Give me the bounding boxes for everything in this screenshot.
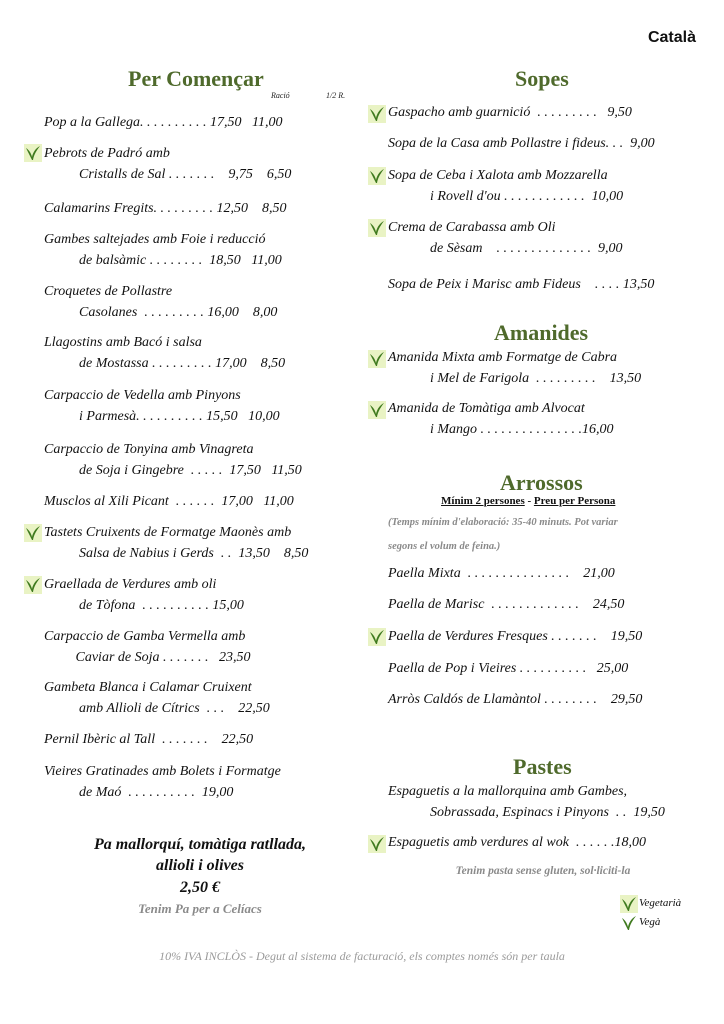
legend-vegan: Vegà — [639, 916, 661, 928]
menu-item: de Maó . . . . . . . . . . 19,00 — [44, 785, 234, 800]
language-label: Català — [647, 29, 696, 46]
veg-leaf-icon — [24, 576, 42, 594]
menu-item: Amanida de Tomàtiga amb Alvocat — [388, 401, 585, 416]
veg-leaf-icon — [368, 105, 386, 123]
veg-leaf-icon — [368, 219, 386, 237]
menu-item: amb Allioli de Cítrics . . . 22,50 — [44, 701, 270, 716]
menu-item: Sopa de la Casa amb Pollastre i fideus. . . 9,00 — [388, 136, 655, 151]
menu-item: de Tòfona . . . . . . . . . . 15,00 — [44, 598, 244, 613]
bread-celiac-note: Tenim Pa per a Celíacs — [138, 901, 262, 916]
bread-line-1: Pa mallorquí, tomàtiga ratllada, — [93, 836, 307, 853]
menu-item: i Parmesà. . . . . . . . . . 15,50 10,00 — [44, 409, 280, 424]
legend-vegetarian: Vegetarià — [639, 897, 682, 909]
menu-item: Gambes saltejades amb Foie i reducció — [44, 232, 266, 247]
menu-item: Calamarins Fregits. . . . . . . . . 12,50 8,50 — [44, 201, 287, 216]
rice-sep: - — [524, 495, 534, 507]
heading-sopes: Sopes — [515, 66, 569, 91]
veg-leaf-icon — [368, 835, 386, 853]
menu-item: Salsa de Nabius i Gerds . . 13,50 8,50 — [44, 546, 309, 561]
veg-leaf-icon — [368, 401, 386, 419]
veg-leaf-icon — [24, 144, 42, 162]
menu-item: Tastets Cruixents de Formatge Maonès amb — [44, 525, 292, 540]
heading-amanides: Amanides — [494, 320, 589, 345]
menu-item: Gambeta Blanca i Calamar Cruixent — [44, 680, 252, 695]
menu-item: Carpaccio de Gamba Vermella amb — [44, 629, 246, 644]
rice-min-persons: Mínim 2 persones — [441, 495, 525, 507]
menu-item: i Rovell d'ou . . . . . . . . . . . . 10,00 — [388, 189, 624, 204]
veg-leaf-icon — [24, 524, 42, 542]
footer-vat-note: 10% IVA INCLÒS - Degut al sistema de facturació, els comptes només són per taula — [159, 949, 565, 963]
menu-item: Carpaccio de Vedella amb Pinyons — [44, 388, 241, 403]
menu-item: Graellada de Verdures amb oli — [44, 577, 217, 592]
menu-item: Cristalls de Sal . . . . . . . 9,75 6,50 — [44, 167, 292, 182]
veg-leaf-icon — [368, 350, 386, 368]
menu-item: de Mostassa . . . . . . . . . 17,00 8,50 — [44, 356, 286, 371]
menu-item: Paella de Verdures Fresques . . . . . . . 19,50 — [388, 629, 643, 644]
rice-price-per-person: Preu per Persona — [533, 495, 616, 507]
rice-subheading — [441, 495, 615, 507]
heading-pastes: Pastes — [513, 754, 572, 779]
menu-item: de Soja i Gingebre . . . . . 17,50 11,50 — [44, 463, 302, 478]
menu-item: i Mango . . . . . . . . . . . . . . .16,00 — [388, 422, 614, 437]
rice-time-note-2: segons el volum de feina.) — [388, 541, 501, 552]
menu-item: Sopa de Ceba i Xalota amb Mozzarella — [388, 168, 608, 183]
heading-arrossos: Arrossos — [500, 470, 583, 495]
menu-item: Paella de Pop i Vieires . . . . . . . . . . 25,00 — [388, 661, 629, 676]
menu-item: Gaspacho amb guarnició . . . . . . . . . 9,50 — [388, 105, 632, 120]
veg-leaf-icon — [368, 628, 386, 646]
menu-item: Espaguetis amb verdures al wok . . . . . .18,00 — [388, 835, 646, 850]
menu-item: Espaguetis a la mallorquina amb Gambes, — [388, 784, 628, 799]
menu-item: Crema de Carabassa amb Oli — [388, 220, 556, 235]
menu-item: Pop a la Gallega. . . . . . . . . . 17,50 11,00 — [44, 115, 283, 130]
bread-line-2: allioli i olives — [156, 857, 244, 874]
menu-item: de balsàmic . . . . . . . . 18,50 11,00 — [44, 253, 282, 268]
pasta-gluten-note: Tenim pasta sense gluten, sol·liciti-la — [455, 865, 631, 877]
col-header-half: 1/2 R. — [326, 91, 346, 100]
menu-item: i Mel de Farigola . . . . . . . . . 13,50 — [388, 371, 642, 386]
vegetarian-legend-icon — [620, 895, 638, 913]
menu-item: Pebrots de Padró amb — [44, 146, 170, 161]
rice-time-note-1: (Temps mínim d'elaboració: 35-40 minuts. Pot variar — [388, 517, 618, 528]
menu-item: Llagostins amb Bacó i salsa — [44, 335, 202, 350]
menu-item: de Sèsam . . . . . . . . . . . . . . 9,00 — [388, 241, 623, 256]
menu-item: Caviar de Soja . . . . . . . 23,50 — [44, 650, 251, 665]
veg-leaf-icon — [368, 167, 386, 185]
vegan-legend-icon — [620, 914, 638, 932]
col-header-racio: Ració — [271, 91, 290, 100]
menu-item: Arròs Caldós de Llamàntol . . . . . . . . 29,50 — [388, 692, 643, 707]
menu-item: Amanida Mixta amb Formatge de Cabra — [388, 350, 618, 365]
menu-item: Paella Mixta . . . . . . . . . . . . . . . 21,00 — [388, 566, 615, 581]
menu-item: Casolanes . . . . . . . . . 16,00 8,00 — [44, 305, 278, 320]
heading-per-comencar: Per Començar — [128, 66, 264, 91]
menu-item: Carpaccio de Tonyina amb Vinagreta — [44, 442, 254, 457]
menu-item: Paella de Marisc . . . . . . . . . . . . . 24,50 — [388, 597, 625, 612]
menu-item: Musclos al Xili Picant . . . . . . 17,00 11,00 — [44, 494, 294, 509]
bread-price: 2,50 € — [180, 879, 220, 896]
menu-item: Croquetes de Pollastre — [44, 284, 173, 299]
menu-item: Sopa de Peix i Marisc amb Fideus . . . . 13,50 — [388, 277, 655, 292]
menu-item: Pernil Ibèric al Tall . . . . . . . 22,50 — [44, 732, 254, 747]
menu-item: Sobrassada, Espinacs i Pinyons . . 19,50 — [388, 805, 665, 820]
menu-item: Vieires Gratinades amb Bolets i Formatge — [44, 764, 281, 779]
